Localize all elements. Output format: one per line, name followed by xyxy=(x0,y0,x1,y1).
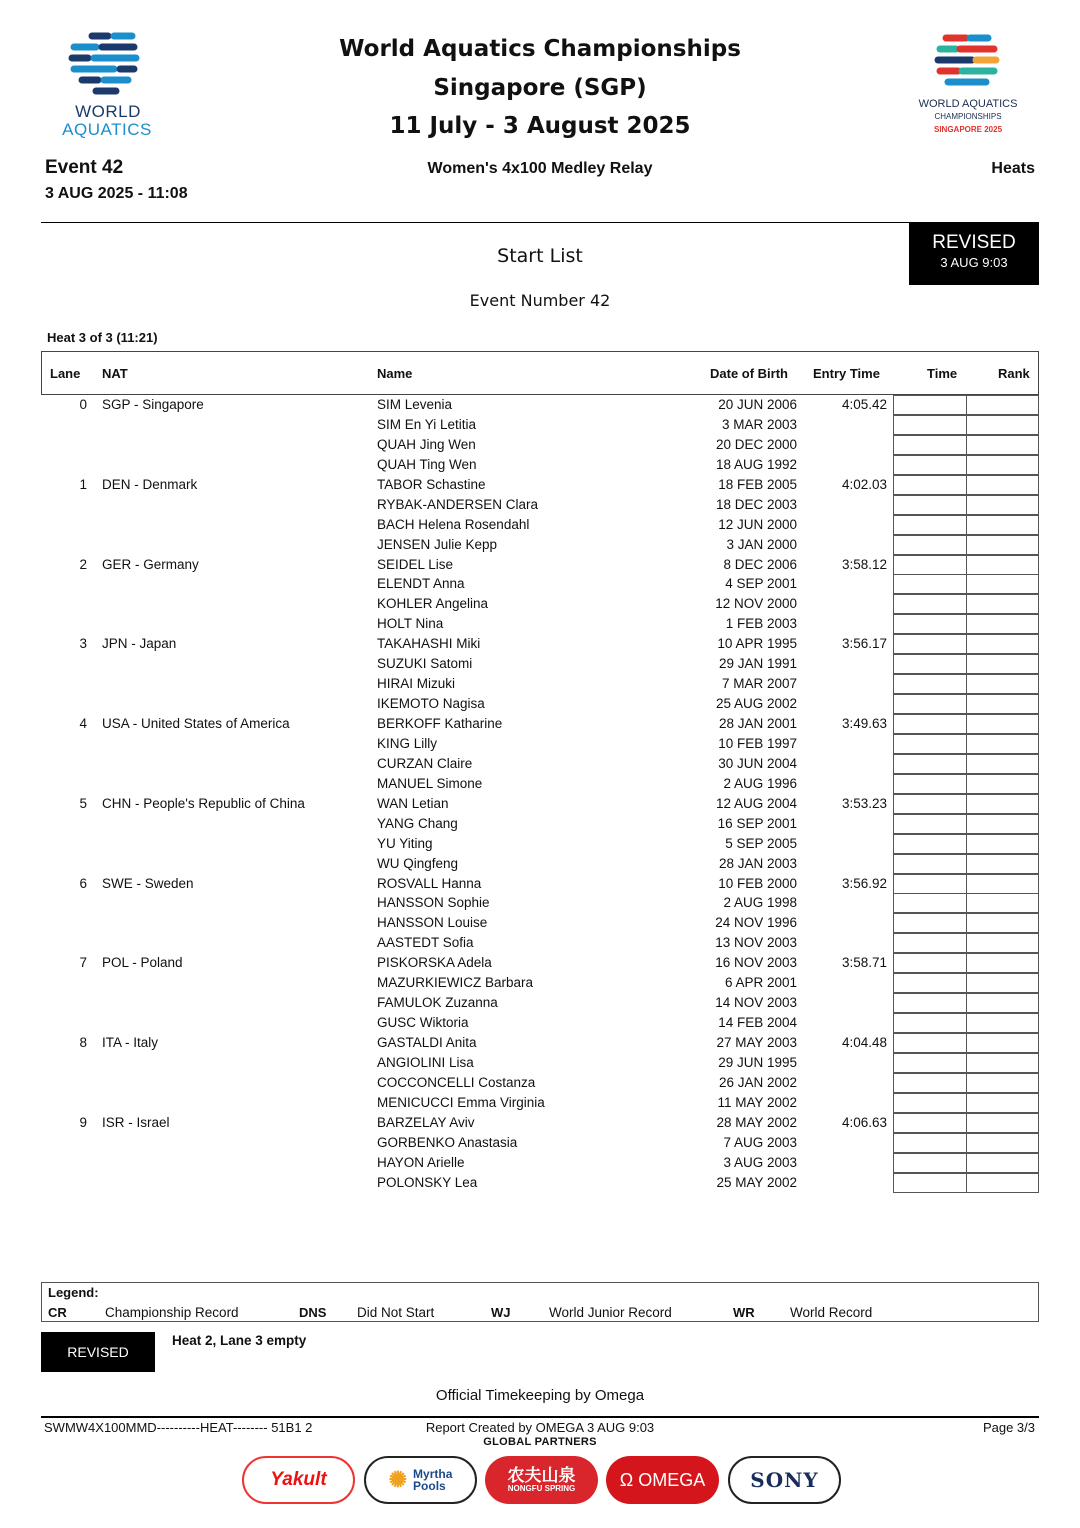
athlete-name: HOLT Nina xyxy=(377,616,444,632)
legend-desc: World Record xyxy=(790,1305,873,1320)
rank-cell xyxy=(966,1133,1039,1153)
athlete-dob: 3 JAN 2000 xyxy=(726,536,797,552)
table-row xyxy=(41,1013,1039,1033)
time-cell xyxy=(893,1073,966,1093)
rank-cell xyxy=(966,435,1039,455)
time-cell xyxy=(893,913,966,933)
time-cell xyxy=(893,794,966,814)
athlete-name: WU Qingfeng xyxy=(377,855,459,871)
athlete-name: HAYON Arielle xyxy=(377,1154,465,1170)
time-cell xyxy=(893,594,966,614)
col-name: Name xyxy=(377,366,413,381)
athlete-dob: 20 JUN 2006 xyxy=(718,397,797,412)
athlete-name: BACH Helena Rosendahl xyxy=(377,516,530,532)
myrtha-swirl-icon: ✺ xyxy=(388,1467,408,1492)
athlete-dob: 30 JUN 2004 xyxy=(718,755,797,771)
rank-cell xyxy=(966,993,1039,1013)
legend-code: WJ xyxy=(491,1305,511,1320)
time-cell xyxy=(893,834,966,854)
table-row xyxy=(41,495,1039,515)
event-number-subtitle: Event Number 42 xyxy=(469,291,611,310)
championships-logo-line1: WORLD AQUATICS xyxy=(918,98,1018,110)
rank-cell xyxy=(966,794,1039,814)
athlete-dob: 24 NOV 1996 xyxy=(715,915,797,931)
rank-cell xyxy=(966,933,1039,953)
col-dob: Date of Birth xyxy=(710,366,788,381)
athlete-name: YU Yiting xyxy=(377,835,433,851)
athlete-dob: 11 MAY 2002 xyxy=(717,1094,797,1110)
time-cell xyxy=(893,874,966,894)
time-cell xyxy=(893,634,966,654)
athlete-dob: 7 AUG 2003 xyxy=(723,1134,797,1150)
athlete-dob: 2 AUG 1996 xyxy=(723,775,797,791)
legend-code: DNS xyxy=(299,1305,327,1320)
athlete-dob: 7 MAR 2007 xyxy=(721,676,797,692)
athlete-dob: 5 SEP 2005 xyxy=(725,835,797,851)
col-entry-time: Entry Time xyxy=(813,366,880,381)
myrtha-line1: Myrtha xyxy=(413,1467,453,1481)
time-cell xyxy=(893,674,966,694)
time-cell xyxy=(893,1113,966,1133)
athlete-dob: 10 APR 1995 xyxy=(717,636,797,652)
entry-time: 3:56.92 xyxy=(841,875,887,891)
legend-desc: Did Not Start xyxy=(357,1305,435,1320)
revised-badge-date: 3 AUG 9:03 xyxy=(940,255,1008,270)
col-time: Time xyxy=(927,366,958,381)
table-row xyxy=(41,594,1039,614)
entry-time: 4:02.03 xyxy=(841,476,887,492)
rank-cell xyxy=(966,834,1039,854)
lane-number: 1 xyxy=(79,476,87,492)
athlete-name: HIRAI Mizuki xyxy=(377,676,456,692)
rank-cell xyxy=(966,614,1039,634)
athlete-dob: 14 FEB 2004 xyxy=(718,1015,797,1031)
time-cell xyxy=(893,475,966,495)
athlete-name: TABOR Schastine xyxy=(377,476,486,492)
start-list-table-body xyxy=(41,395,1039,1193)
athlete-name: IKEMOTO Nagisa xyxy=(377,696,485,712)
table-row xyxy=(41,734,1039,754)
rank-cell xyxy=(966,1053,1039,1073)
athlete-dob: 29 JAN 1991 xyxy=(718,656,797,672)
table-row xyxy=(41,535,1039,555)
athlete-name: QUAH Jing Wen xyxy=(377,436,476,452)
table-row xyxy=(41,654,1039,674)
time-cell xyxy=(893,614,966,634)
lane-number: 6 xyxy=(79,875,87,891)
revised-badge-label: REVISED xyxy=(932,232,1016,253)
time-cell xyxy=(893,415,966,435)
athlete-dob: 25 AUG 2002 xyxy=(715,696,797,712)
time-cell xyxy=(893,574,966,594)
myrtha-pools-logo xyxy=(364,1456,477,1504)
team-nat: SWE - Sweden xyxy=(102,875,194,891)
document-title: Start List xyxy=(497,245,583,267)
rank-cell xyxy=(966,574,1039,594)
athlete-dob: 18 FEB 2005 xyxy=(718,476,797,492)
col-nat: NAT xyxy=(102,366,128,381)
athlete-dob: 14 NOV 2003 xyxy=(715,995,797,1011)
time-cell xyxy=(893,495,966,515)
table-row xyxy=(41,574,1039,594)
athlete-name: POLONSKY Lea xyxy=(377,1174,478,1190)
table-row xyxy=(41,634,1039,654)
athlete-dob: 12 JUN 2000 xyxy=(718,516,797,532)
revised-footer-badge: REVISED xyxy=(41,1332,155,1372)
team-nat: ITA - Italy xyxy=(102,1035,159,1050)
table-row xyxy=(41,854,1039,874)
world-aquatics-logo xyxy=(44,30,174,140)
championships-logo-line2: CHAMPIONSHIPS xyxy=(934,112,1002,121)
entry-time: 3:53.23 xyxy=(841,795,887,811)
entry-time: 3:49.63 xyxy=(841,716,887,731)
revision-note: Heat 2, Lane 3 empty xyxy=(172,1333,307,1348)
event-number-label: Event 42 xyxy=(45,157,124,178)
rank-cell xyxy=(966,594,1039,614)
rank-cell xyxy=(966,674,1039,694)
time-cell xyxy=(893,774,966,794)
athlete-name: ANGIOLINI Lisa xyxy=(377,1054,474,1070)
rank-cell xyxy=(966,893,1039,913)
athlete-name: WAN Letian xyxy=(377,795,449,811)
athlete-dob: 20 DEC 2000 xyxy=(715,436,797,452)
lane-number: 5 xyxy=(79,795,87,811)
rank-cell xyxy=(966,913,1039,933)
team-nat: CHN - People's Republic of China xyxy=(102,795,305,811)
nongfu-spring-logo xyxy=(485,1456,598,1504)
athlete-dob: 25 MAY 2002 xyxy=(716,1174,797,1190)
team-nat: ISR - Israel xyxy=(102,1114,170,1130)
team-nat: GER - Germany xyxy=(102,556,199,572)
athlete-name: QUAH Ting Wen xyxy=(377,456,477,472)
athlete-dob: 2 AUG 1998 xyxy=(723,895,797,911)
rank-cell xyxy=(966,634,1039,654)
event-phase: Heats xyxy=(991,160,1035,177)
time-cell xyxy=(893,1133,966,1153)
timekeeping-credit: Official Timekeeping by Omega xyxy=(435,1387,645,1404)
athlete-dob: 6 APR 2001 xyxy=(724,975,797,991)
entry-time: 3:58.12 xyxy=(841,556,887,572)
table-row xyxy=(41,614,1039,634)
revised-badge xyxy=(909,223,1039,285)
time-cell xyxy=(893,694,966,714)
athlete-name: SEIDEL Lise xyxy=(377,556,454,572)
athlete-dob: 13 NOV 2003 xyxy=(715,935,797,951)
nongfu-english: NONGFU SPRING xyxy=(507,1483,576,1493)
header-divider xyxy=(41,222,1039,223)
athlete-name: KING Lilly xyxy=(377,735,438,751)
table-row xyxy=(41,395,1039,415)
report-code: SWMW4X100MMD----------HEAT-------- 51B1 2 xyxy=(44,1420,313,1435)
legend-desc: World Junior Record xyxy=(549,1305,672,1320)
entry-time: 3:58.71 xyxy=(841,955,887,971)
championship-title: World Aquatics Championships xyxy=(339,36,741,62)
rank-cell xyxy=(966,814,1039,834)
time-cell xyxy=(893,1173,966,1193)
table-row xyxy=(41,893,1039,913)
championships-logo-line3: SINGAPORE 2025 xyxy=(933,125,1003,134)
event-date: 3 AUG 2025 - 11:08 xyxy=(45,185,188,202)
legend-code: CR xyxy=(48,1305,67,1320)
lane-number: 3 xyxy=(79,636,87,652)
athlete-dob: 18 DEC 2003 xyxy=(715,496,797,512)
athlete-dob: 4 SEP 2001 xyxy=(725,576,797,592)
table-row xyxy=(41,933,1039,953)
report-created: Report Created by OMEGA 3 AUG 9:03 xyxy=(425,1420,655,1435)
table-row xyxy=(41,455,1039,475)
entry-time: 3:56.17 xyxy=(841,636,887,652)
time-cell xyxy=(893,555,966,575)
sony-logo: SONY xyxy=(728,1456,841,1504)
athlete-name: HANSSON Sophie xyxy=(377,895,490,911)
rank-cell xyxy=(966,714,1039,734)
athlete-name: AASTEDT Sofia xyxy=(377,935,474,951)
time-cell xyxy=(893,1013,966,1033)
time-cell xyxy=(893,1093,966,1113)
athlete-dob: 29 JUN 1995 xyxy=(718,1054,797,1070)
rank-cell xyxy=(966,475,1039,495)
athlete-name: TAKAHASHI Miki xyxy=(377,636,481,652)
rank-cell xyxy=(966,654,1039,674)
table-row xyxy=(41,515,1039,535)
time-cell xyxy=(893,515,966,535)
team-nat: DEN - Denmark xyxy=(102,476,198,492)
athlete-dob: 12 NOV 2000 xyxy=(715,596,797,612)
time-cell xyxy=(893,1153,966,1173)
time-cell xyxy=(893,814,966,834)
athlete-dob: 3 AUG 2003 xyxy=(723,1154,797,1170)
lane-number: 2 xyxy=(79,556,87,572)
athlete-dob: 28 MAY 2002 xyxy=(716,1114,797,1130)
table-row xyxy=(41,1033,1039,1053)
championships-logo xyxy=(896,30,1040,140)
heat-title: Heat 3 of 3 (11:21) xyxy=(47,330,158,345)
athlete-name: MENICUCCI Emma Virginia xyxy=(377,1094,545,1110)
time-cell xyxy=(893,654,966,674)
table-row xyxy=(41,1153,1039,1173)
nongfu-chinese: 农夫山泉 xyxy=(507,1465,576,1485)
athlete-dob: 27 MAY 2003 xyxy=(716,1035,797,1050)
time-cell xyxy=(893,455,966,475)
athlete-name: MANUEL Simone xyxy=(377,775,483,791)
time-cell xyxy=(893,395,966,415)
athlete-name: CURZAN Claire xyxy=(377,755,473,771)
athlete-name: FAMULOK Zuzanna xyxy=(377,995,498,1011)
wa-logo-text-aquatics: AQUATICS xyxy=(62,120,152,139)
table-row xyxy=(41,794,1039,814)
rank-cell xyxy=(966,1173,1039,1193)
wa-dots-icon xyxy=(44,30,174,100)
athlete-name: SUZUKI Satomi xyxy=(377,656,473,672)
time-cell xyxy=(893,933,966,953)
rank-cell xyxy=(966,515,1039,535)
rank-cell xyxy=(966,1153,1039,1173)
rank-cell xyxy=(966,455,1039,475)
athlete-name: PISKORSKA Adela xyxy=(377,955,492,971)
time-cell xyxy=(893,754,966,774)
table-row xyxy=(41,814,1039,834)
wa-logo-text-world: WORLD xyxy=(75,102,141,121)
entry-time: 4:04.48 xyxy=(841,1035,887,1050)
time-cell xyxy=(893,1033,966,1053)
page-number: Page 3/3 xyxy=(982,1420,1035,1435)
team-nat: JPN - Japan xyxy=(102,636,177,652)
rank-cell xyxy=(966,535,1039,555)
rank-cell xyxy=(966,874,1039,894)
legend xyxy=(41,1282,1039,1322)
rank-cell xyxy=(966,734,1039,754)
rank-cell xyxy=(966,495,1039,515)
athlete-name: JENSEN Julie Kepp xyxy=(377,536,498,552)
table-row xyxy=(41,1113,1039,1133)
rank-cell xyxy=(966,754,1039,774)
col-rank: Rank xyxy=(998,366,1030,381)
table-row xyxy=(41,834,1039,854)
legend-desc: Championship Record xyxy=(105,1305,239,1320)
table-row xyxy=(41,1093,1039,1113)
start-list-table-header xyxy=(41,351,1039,395)
athlete-name: YANG Chang xyxy=(377,815,458,831)
athlete-dob: 10 FEB 2000 xyxy=(718,875,797,891)
col-lane: Lane xyxy=(50,366,81,381)
athlete-dob: 10 FEB 1997 xyxy=(718,735,797,751)
championship-location: Singapore (SGP) xyxy=(433,75,647,101)
event-name: Women's 4x100 Medley Relay xyxy=(427,160,653,177)
time-cell xyxy=(893,734,966,754)
table-row xyxy=(41,1053,1039,1073)
rank-cell xyxy=(966,1073,1039,1093)
athlete-name: RYBAK-ANDERSEN Clara xyxy=(377,496,539,512)
legend-code: WR xyxy=(733,1305,755,1320)
athlete-name: GUSC Wiktoria xyxy=(377,1015,469,1031)
athlete-dob: 28 JAN 2003 xyxy=(718,855,797,871)
footer-divider xyxy=(41,1416,1039,1418)
athlete-dob: 1 FEB 2003 xyxy=(725,616,797,632)
athlete-name: MAZURKIEWICZ Barbara xyxy=(377,975,534,991)
table-row xyxy=(41,555,1039,575)
athlete-dob: 18 AUG 1992 xyxy=(715,456,797,472)
myrtha-text xyxy=(413,1468,452,1492)
rank-cell xyxy=(966,854,1039,874)
team-nat: SGP - Singapore xyxy=(102,397,204,412)
athlete-name: COCCONCELLI Costanza xyxy=(377,1074,536,1090)
time-cell xyxy=(893,535,966,555)
table-row xyxy=(41,415,1039,435)
lane-number: 7 xyxy=(79,955,87,971)
rank-cell xyxy=(966,973,1039,993)
table-row xyxy=(41,973,1039,993)
table-row xyxy=(41,1073,1039,1093)
global-partners-label: GLOBAL PARTNERS xyxy=(483,1436,597,1448)
myrtha-line2: Pools xyxy=(413,1479,446,1493)
entry-time: 4:05.42 xyxy=(841,397,887,412)
time-cell xyxy=(893,973,966,993)
legend-title: Legend: xyxy=(48,1285,99,1300)
athlete-name: KOHLER Angelina xyxy=(377,596,489,612)
athlete-dob: 3 MAR 2003 xyxy=(721,416,797,432)
entry-time: 4:06.63 xyxy=(841,1114,887,1130)
team-nat: POL - Poland xyxy=(102,955,183,971)
time-cell xyxy=(893,953,966,973)
athlete-name: GORBENKO Anastasia xyxy=(377,1134,518,1150)
table-row xyxy=(41,435,1039,455)
time-cell xyxy=(893,854,966,874)
athlete-name: GASTALDI Anita xyxy=(377,1035,477,1050)
table-row xyxy=(41,953,1039,973)
table-row xyxy=(41,714,1039,734)
rank-cell xyxy=(966,1093,1039,1113)
table-row xyxy=(41,694,1039,714)
rank-cell xyxy=(966,1013,1039,1033)
athlete-dob: 16 NOV 2003 xyxy=(715,955,797,971)
yakult-logo: Yakult xyxy=(242,1456,355,1504)
championships-mark-icon xyxy=(896,30,1040,96)
rank-cell xyxy=(966,694,1039,714)
table-row xyxy=(41,475,1039,495)
table-row xyxy=(41,1133,1039,1153)
athlete-name: ROSVALL Hanna xyxy=(377,875,482,891)
time-cell xyxy=(893,993,966,1013)
table-row xyxy=(41,674,1039,694)
athlete-name: ELENDT Anna xyxy=(377,576,465,592)
athlete-name: BARZELAY Aviv xyxy=(377,1114,475,1130)
athlete-dob: 12 AUG 2004 xyxy=(715,795,797,811)
table-row xyxy=(41,913,1039,933)
rank-cell xyxy=(966,415,1039,435)
rank-cell xyxy=(966,555,1039,575)
athlete-name: BERKOFF Katharine xyxy=(377,716,503,731)
omega-logo: Ω OMEGA xyxy=(606,1456,719,1504)
table-row xyxy=(41,993,1039,1013)
time-cell xyxy=(893,893,966,913)
lane-number: 4 xyxy=(79,716,87,731)
table-row xyxy=(41,754,1039,774)
athlete-name: SIM En Yi Letitia xyxy=(377,416,477,432)
championship-dates: 11 July - 3 August 2025 xyxy=(389,113,691,139)
lane-number: 0 xyxy=(79,397,87,412)
rank-cell xyxy=(966,395,1039,415)
time-cell xyxy=(893,435,966,455)
lane-number: 8 xyxy=(79,1035,87,1050)
table-row xyxy=(41,874,1039,894)
time-cell xyxy=(893,714,966,734)
athlete-dob: 16 SEP 2001 xyxy=(717,815,797,831)
time-cell xyxy=(893,1053,966,1073)
lane-number: 9 xyxy=(79,1114,87,1130)
rank-cell xyxy=(966,1113,1039,1133)
athlete-name: SIM Levenia xyxy=(377,397,453,412)
rank-cell xyxy=(966,774,1039,794)
table-row xyxy=(41,1173,1039,1193)
athlete-dob: 26 JAN 2002 xyxy=(718,1074,797,1090)
team-nat: USA - United States of America xyxy=(102,716,290,731)
rank-cell xyxy=(966,1033,1039,1053)
athlete-dob: 8 DEC 2006 xyxy=(723,556,797,572)
athlete-dob: 28 JAN 2001 xyxy=(718,716,797,731)
table-row xyxy=(41,774,1039,794)
rank-cell xyxy=(966,953,1039,973)
athlete-name: HANSSON Louise xyxy=(377,915,488,931)
